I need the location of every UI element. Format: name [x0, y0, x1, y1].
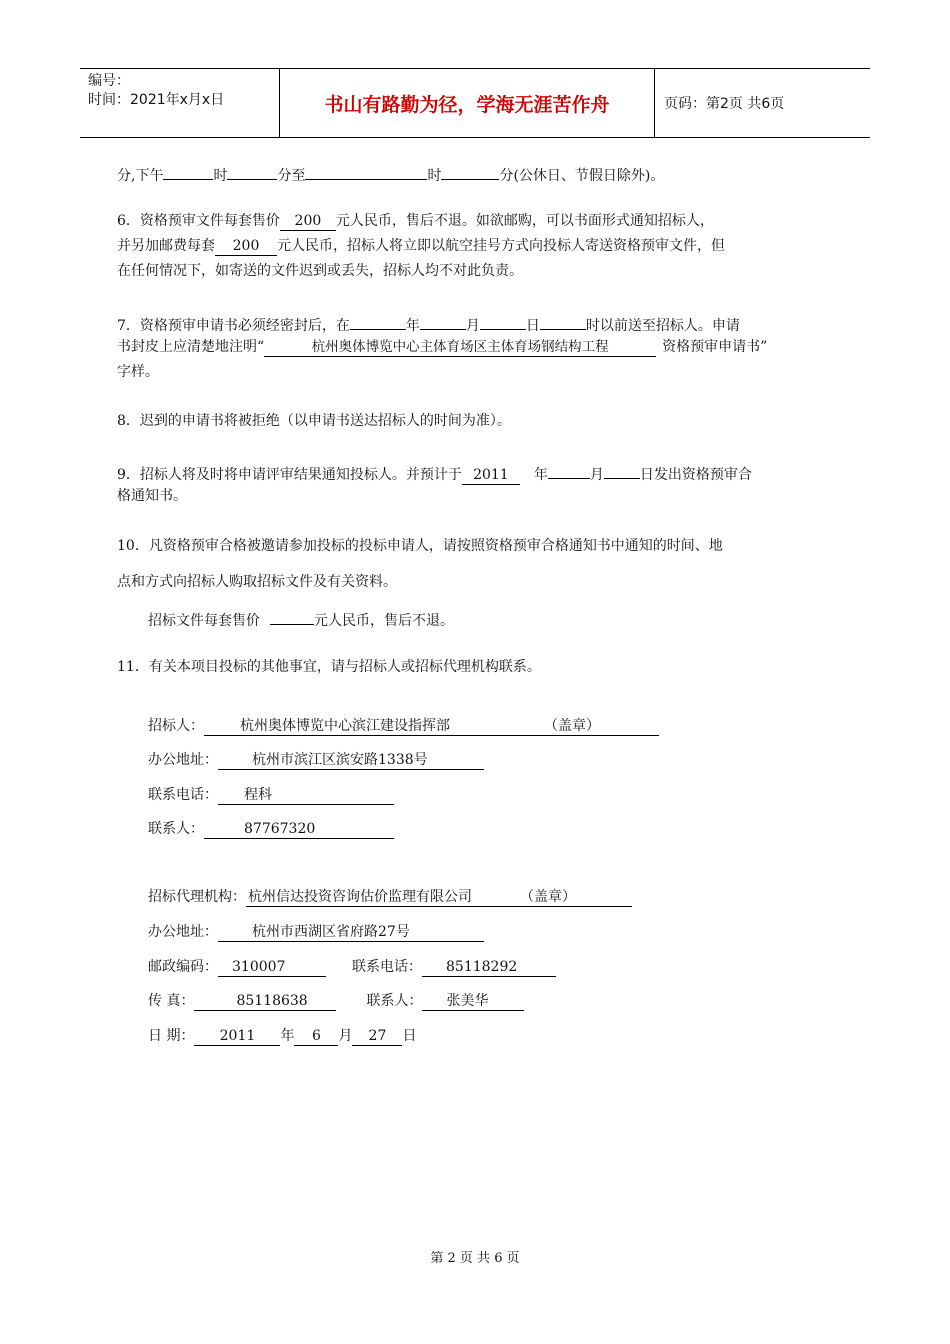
text: 分(公休日、节假日除外)。: [499, 168, 665, 184]
contact-label: 联系人：: [366, 993, 423, 1009]
zip-label: 邮政编码：: [148, 959, 218, 975]
tenderer-name: 杭州奥体博览中心滨江建设指挥部: [240, 718, 450, 734]
agency-name: 杭州信达投资咨询估价监理有限公司: [248, 889, 472, 905]
para-10-line-1: 10．凡资格预审合格被邀请参加投标的投标申请人，请按照资格预审合格通知书中通知的时间、地: [117, 538, 723, 554]
header-motto: 书山有路勤为径，学海无涯苦作舟: [280, 69, 655, 137]
agency-label: 招标代理机构：: [148, 889, 246, 905]
para-6-line-3: 在任何情况下，如寄送的文件迟到或丢失，招标人均不对此负责。: [117, 263, 523, 279]
text: 7．资格预审申请书必须经密封后，在: [117, 318, 350, 334]
tenderer-contact-row: [148, 819, 394, 839]
text: 资格预审申请书”: [662, 339, 768, 355]
para-9-line-1: [117, 461, 752, 485]
agency-fax: 85118638: [194, 993, 336, 1011]
date-year: 2011: [194, 1028, 280, 1046]
text: 并另加邮费每套: [117, 238, 215, 254]
text: 时: [213, 168, 228, 184]
blank: [305, 162, 427, 180]
text: 书封皮上应清楚地注明“: [117, 339, 265, 355]
agency-row: [148, 887, 632, 907]
text: 月: [589, 467, 604, 483]
page-footer: 第 2 页 共 6 页: [430, 1251, 520, 1266]
para-8: 8．迟到的申请书将被拒绝（以申请书送达招标人的时间为准）。: [117, 413, 511, 429]
postage-value: 200: [215, 238, 277, 256]
para-7-line-3: 字样。: [117, 364, 159, 380]
text: 月: [465, 318, 480, 334]
date-row: [148, 1026, 416, 1046]
blank: [441, 162, 499, 180]
para-7-line-1: [117, 312, 740, 336]
agency-name-field: [246, 889, 632, 907]
tenderer-name-field: [204, 718, 659, 736]
date-label: 日 期：: [148, 1028, 195, 1044]
phone-label: 联系电话：: [352, 959, 422, 975]
blank: [604, 461, 640, 479]
text: 分至: [277, 168, 306, 184]
text: 元人民币，招标人将立即以航空挂号方式向投标人寄送资格预审文件，但: [277, 238, 725, 254]
doc-number-label: 编号：: [88, 73, 130, 89]
para-11: 11．有关本项目投标的其他事宜，请与招标人或招标代理机构联系。: [117, 659, 541, 675]
header-meta: [80, 69, 280, 137]
text: 年: [533, 467, 548, 483]
agency-zip-phone-row: [148, 957, 556, 977]
date-day: 27: [352, 1028, 402, 1046]
seal-note: （盖章）: [520, 889, 576, 905]
address-label: 办公地址：: [148, 924, 218, 940]
text: 月: [338, 1028, 353, 1044]
para-7-line-2: [117, 337, 767, 357]
address-label: 办公地址：: [148, 752, 218, 768]
phone-label: 联系电话：: [148, 787, 218, 803]
blank: [548, 461, 590, 479]
tenderer-address: 杭州市滨江区滨安路1338号: [218, 752, 484, 770]
text: 日: [402, 1028, 417, 1044]
para-10-line-3: [148, 607, 454, 631]
text: 元人民币，售后不退。: [314, 613, 454, 629]
para-6-line-1: [117, 211, 714, 231]
project-name: 杭州奥体博览中心主体育场区主体育场钢结构工程: [264, 339, 656, 357]
agency-fax-contact-row: [148, 991, 524, 1011]
tenderer-phone: 程科: [218, 787, 394, 805]
blank: [540, 312, 586, 330]
para-9-line-2: 格通知书。: [117, 488, 187, 504]
header-page-number: 页码：第2页 共6页: [664, 96, 785, 112]
agency-address: 杭州市西湖区省府路27号: [218, 924, 484, 942]
seal-note: （盖章）: [544, 718, 600, 734]
para-5-tail: [117, 162, 664, 186]
text: 招标文件每套售价: [148, 613, 260, 629]
text: 6．资格预审文件每套售价: [117, 213, 280, 229]
tenderer-phone-row: [148, 785, 394, 805]
text: 元人民币，售后不退。如欲邮购，可以书面形式通知招标人，: [335, 213, 714, 229]
text: 年: [405, 318, 420, 334]
blank: [420, 312, 466, 330]
year-value: 2011: [462, 467, 520, 485]
page-header: [80, 68, 870, 138]
tenderer-address-row: [148, 750, 484, 770]
tenderer-label: 招标人：: [148, 718, 204, 734]
agency-contact: 张美华: [422, 993, 524, 1011]
text: 9．招标人将及时将申请评审结果通知投标人。并预计于: [117, 467, 462, 483]
tenderer-row: [148, 716, 659, 736]
contact-label: 联系人：: [148, 821, 204, 837]
date-month: 6: [294, 1028, 338, 1046]
blank: [270, 607, 314, 625]
text: 分,下午: [117, 168, 164, 184]
agency-phone: 85118292: [422, 959, 556, 977]
text: 年: [280, 1028, 295, 1044]
blank: [227, 162, 277, 180]
blank: [350, 312, 406, 330]
tenderer-contact: 87767320: [204, 821, 394, 839]
blank: [480, 312, 526, 330]
doc-time-label: 时间：2021年x月x日: [88, 92, 225, 108]
text: 时以前送至招标人。申请: [585, 318, 740, 334]
fax-label: 传 真：: [148, 993, 195, 1009]
para-6-line-2: [117, 236, 725, 256]
blank: [163, 162, 213, 180]
agency-address-row: [148, 922, 484, 942]
text: 日: [525, 318, 540, 334]
text: 日发出资格预审合: [639, 467, 752, 483]
text: 时: [427, 168, 442, 184]
price-value: 200: [280, 213, 336, 231]
para-10-line-2: 点和方式向招标人购取招标文件及有关资料。: [117, 574, 397, 590]
agency-zip: 310007: [218, 959, 326, 977]
